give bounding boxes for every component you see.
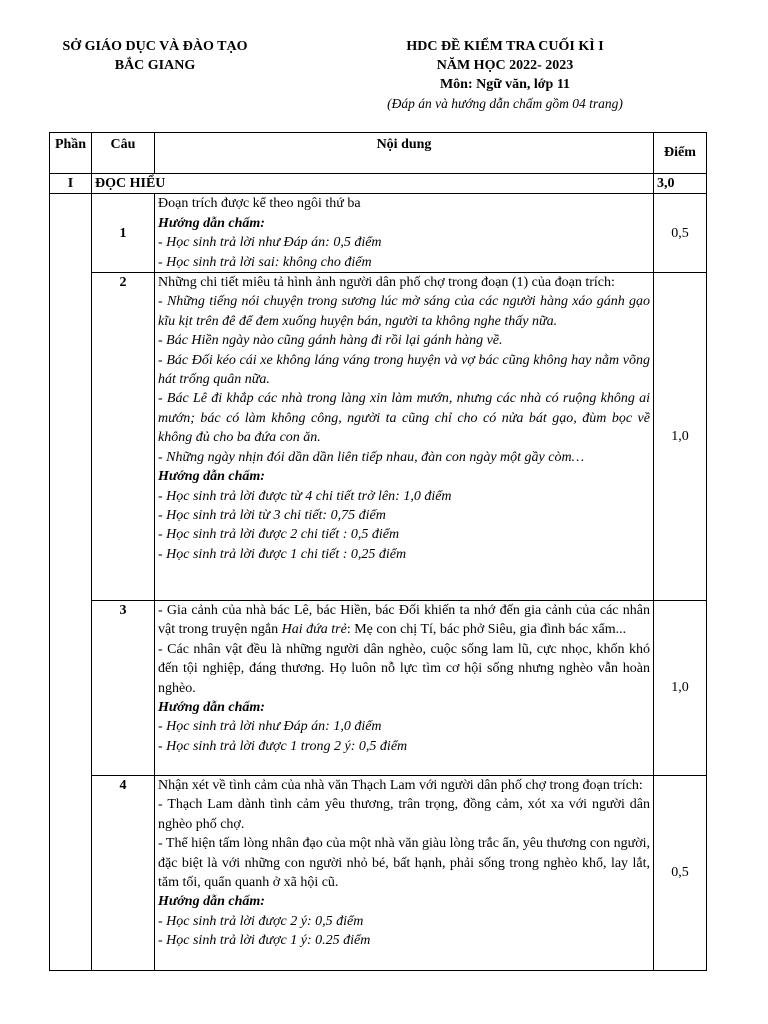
guide-line: - Học sinh trả lời được 1 ý: 0.25 điểm — [158, 933, 371, 949]
guide-line: - Học sinh trả lời được 2 ý: 0,5 điểm — [158, 913, 364, 929]
guide-line: - Học sinh trả lời từ 3 chi tiết: 0,75 điểm — [158, 507, 386, 523]
guide-title: Hướng dẫn chấm: — [158, 700, 265, 716]
answer-detail: - Những ngày nhịn đói dần dần liên tiếp nhau, đàn con ngày một gầy còm… — [158, 449, 585, 465]
question-content — [155, 776, 654, 971]
table-row — [50, 601, 707, 776]
answer-detail: - Bác Đối kéo cái xe không láng váng trong huyện và vợ bác cũng không hay nằm võng hát trống quân nữa. — [158, 352, 650, 388]
header-phan: Phần — [50, 133, 92, 174]
guide-line: - Học sinh trả lời được 1 chi tiết : 0,25 điểm — [158, 546, 407, 562]
school-year: NĂM HỌC 2022- 2023 — [436, 58, 574, 73]
question-number: 2 — [92, 273, 155, 601]
answer-paragraph: - Thể hiện tấm lòng nhân đạo của một nhà văn giàu lòng trắc ẩn, yêu thương con người, đặc biệt là với những con người nhỏ bé, bất hạnh, phải sống trong nghèo khổ, lay lắt, tăm tối, quẩn quanh ở xã hội cũ. — [158, 836, 650, 891]
answer-paragraph: - Thạch Lam dành tình cảm yêu thương, trân trọng, đồng cảm, xót xa với người dân nghèo phố chợ. — [158, 797, 650, 832]
guide-line: - Học sinh trả lời được 1 trong 2 ý: 0,5 điểm — [158, 738, 408, 754]
table-header-row — [50, 133, 707, 174]
guide-line: - Học sinh trả lời được từ 4 chi tiết trở lên: 1,0 điểm — [158, 488, 452, 504]
table-row — [50, 776, 707, 971]
answer-paragraph: Nhận xét về tình cảm của nhà văn Thạch Lam với người dân phố chợ trong đoạn trích: — [158, 778, 643, 794]
exam-header — [350, 37, 660, 113]
guide-title: Hướng dẫn chấm: — [158, 215, 265, 231]
answer-table — [49, 132, 707, 971]
guide-line: - Học sinh trả lời được 2 chi tiết : 0,5 điểm — [158, 527, 400, 543]
answer-detail: - Bác Lê đi khắp các nhà trong làng xin làm mướn, nhưng các nhà có ruộng không ai mướn; bác có làm không công, người ta cũng chỉ cho có nửa bát gạo, đùm bọc về không đủ cho ba đứa con ăn. — [158, 391, 650, 446]
table-row — [50, 194, 707, 273]
answer-text: : Mẹ con chị Tí, bác phở Siêu, gia đình bác xẩm... — [346, 622, 627, 638]
answer-detail: - Những tiếng nói chuyện trong sương lúc mờ sáng của các người hàng xáo gánh gạo kĩu kịt trên đê để đem xuống huyện bán, người ta không nghe thấy nữa. — [158, 294, 650, 329]
question-content — [155, 601, 654, 776]
section-label: ĐỌC HIỂU — [92, 174, 654, 194]
page-count-note: (Đáp án và hướng dẫn chấm gồm 04 trang) — [387, 96, 623, 111]
question-content — [155, 194, 654, 273]
answer-paragraph — [158, 601, 650, 640]
header-noi-dung: Nội dung — [155, 133, 654, 174]
question-number: 3 — [92, 601, 155, 776]
score-cell: 0,5 — [654, 776, 707, 971]
score-cell: 1,0 — [654, 273, 707, 601]
section-phan: I — [50, 174, 92, 194]
province-name: BẮC GIANG — [114, 58, 196, 73]
guide-line: - Học sinh trả lời như Đáp án: 1,0 điểm — [158, 719, 382, 735]
answer-detail: - Bác Hiền ngày nào cũng gánh hàng đi rồi lại gánh hàng về. — [158, 333, 503, 349]
question-number: 1 — [92, 194, 155, 273]
question-number: 4 — [92, 776, 155, 971]
header-cau: Câu — [92, 133, 155, 174]
answer-intro: Những chi tiết miêu tả hình ảnh người dân phố chợ trong đoạn (1) của đoạn trích: — [158, 275, 615, 291]
guide-line: - Học sinh trả lời như Đáp án: 0,5 điểm — [158, 235, 382, 251]
subject: Môn: Ngữ văn, lớp 11 — [439, 77, 571, 92]
story-title: Hai đứa trẻ — [281, 622, 347, 638]
guide-title: Hướng dẫn chấm: — [158, 894, 265, 910]
section-diem: 3,0 — [654, 174, 707, 194]
guide-title: Hướng dẫn chấm: — [158, 469, 265, 485]
score-cell: 1,0 — [654, 601, 707, 776]
question-content — [155, 273, 654, 601]
score-cell: 0,5 — [654, 194, 707, 273]
section-row — [50, 174, 707, 194]
answer-text: - Gia cảnh của nhà bác Lê, bác Hiền, bác Đối khiến ta nhớ đến gia cảnh của các nhân vật trong truyện ngắn — [158, 603, 650, 638]
exam-title: HDC ĐỀ KIỂM TRA CUỐI KÌ I — [406, 39, 604, 54]
answer-line: Đoạn trích được kể theo ngôi thứ ba — [158, 196, 361, 212]
phan-cell — [50, 194, 92, 971]
header-diem: Điểm — [654, 133, 707, 174]
department-name: SỞ GIÁO DỤC VÀ ĐÀO TẠO — [62, 39, 248, 54]
table-row — [50, 273, 707, 601]
answer-paragraph: - Các nhân vật đều là những người dân nghèo, cuộc sống lam lũ, cực nhọc, khốn khó đến tội nghiệp, đáng thương. Họ luôn nỗ lực tìm cơ hội sống nhưng nghèo vẫn hoàn nghèo. — [158, 641, 650, 696]
guide-line: - Học sinh trả lời sai: không cho điểm — [158, 254, 372, 270]
school-header — [40, 37, 270, 75]
